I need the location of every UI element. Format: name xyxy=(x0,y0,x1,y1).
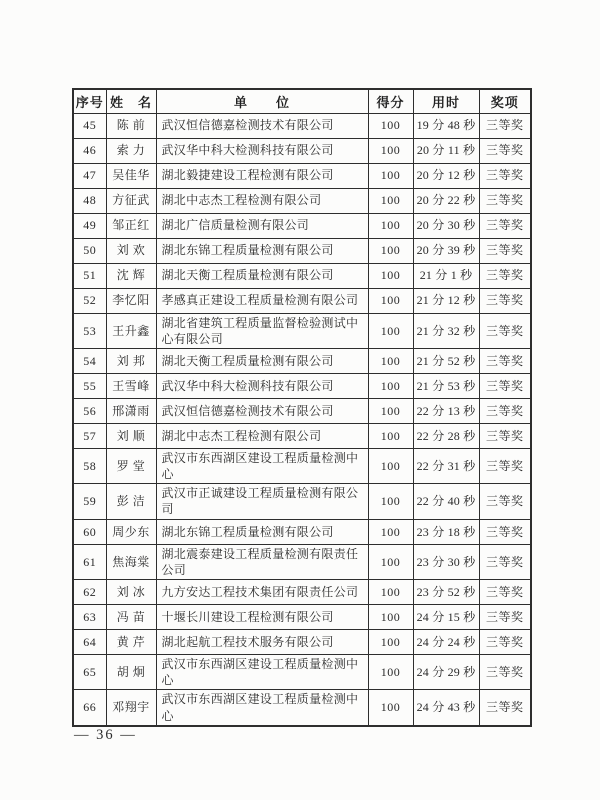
cell-award: 三等奖 xyxy=(479,630,531,655)
cell-seq: 54 xyxy=(73,348,106,373)
cell-time: 20 分 22 秒 xyxy=(413,188,479,213)
cell-name: 方征武 xyxy=(106,188,156,213)
cell-name: 刘 欢 xyxy=(106,238,156,263)
cell-time: 20 分 11 秒 xyxy=(413,138,479,163)
cell-score: 100 xyxy=(368,519,413,544)
cell-award: 三等奖 xyxy=(479,690,531,726)
cell-score: 100 xyxy=(368,263,413,288)
table-row xyxy=(73,238,531,263)
page-number: — 36 — xyxy=(74,727,137,743)
table-row xyxy=(73,544,531,579)
cell-award: 三等奖 xyxy=(479,519,531,544)
cell-time: 21 分 53 秒 xyxy=(413,373,479,398)
table-row xyxy=(73,423,531,448)
cell-time: 21 分 1 秒 xyxy=(413,263,479,288)
cell-org: 湖北东锦工程质量检测有限公司 xyxy=(156,519,368,544)
cell-name: 黄 芹 xyxy=(106,630,156,655)
cell-score: 100 xyxy=(368,484,413,519)
cell-award: 三等奖 xyxy=(479,373,531,398)
cell-seq: 51 xyxy=(73,263,106,288)
cell-org: 武汉市正诚建设工程质量检测有限公司 xyxy=(156,484,368,519)
cell-time: 21 分 32 秒 xyxy=(413,313,479,348)
cell-score: 100 xyxy=(368,398,413,423)
table-row xyxy=(73,113,531,138)
cell-name: 李忆阳 xyxy=(106,288,156,313)
cell-seq: 60 xyxy=(73,519,106,544)
table-row xyxy=(73,630,531,655)
cell-seq: 53 xyxy=(73,313,106,348)
cell-org: 武汉市东西湖区建设工程质量检测中心 xyxy=(156,690,368,726)
cell-time: 22 分 40 秒 xyxy=(413,484,479,519)
cell-org: 武汉华中科大检测科技有限公司 xyxy=(156,138,368,163)
cell-time: 21 分 12 秒 xyxy=(413,288,479,313)
cell-score: 100 xyxy=(368,113,413,138)
cell-time: 20 分 39 秒 xyxy=(413,238,479,263)
cell-name: 刘 顺 xyxy=(106,423,156,448)
cell-org: 湖北中志杰工程检测有限公司 xyxy=(156,188,368,213)
cell-time: 20 分 12 秒 xyxy=(413,163,479,188)
cell-seq: 45 xyxy=(73,113,106,138)
cell-award: 三等奖 xyxy=(479,484,531,519)
cell-score: 100 xyxy=(368,188,413,213)
cell-name: 焦海棠 xyxy=(106,544,156,579)
cell-seq: 65 xyxy=(73,655,106,690)
cell-name: 刘 冰 xyxy=(106,580,156,605)
cell-score: 100 xyxy=(368,348,413,373)
cell-score: 100 xyxy=(368,630,413,655)
table-row xyxy=(73,313,531,348)
cell-org: 十堰长川建设工程检测有限公司 xyxy=(156,605,368,630)
cell-time: 22 分 28 秒 xyxy=(413,423,479,448)
cell-award: 三等奖 xyxy=(479,605,531,630)
table-row xyxy=(73,448,531,483)
cell-seq: 57 xyxy=(73,423,106,448)
table-row xyxy=(73,263,531,288)
table-row xyxy=(73,213,531,238)
cell-award: 三等奖 xyxy=(479,655,531,690)
cell-award: 三等奖 xyxy=(479,580,531,605)
cell-org: 湖北广信质量检测有限公司 xyxy=(156,213,368,238)
cell-name: 胡 炯 xyxy=(106,655,156,690)
col-header-org: 单 位 xyxy=(156,89,368,113)
col-header-seq: 序号 xyxy=(73,89,106,113)
table-row xyxy=(73,138,531,163)
cell-score: 100 xyxy=(368,580,413,605)
table-row xyxy=(73,348,531,373)
col-header-score: 得分 xyxy=(368,89,413,113)
cell-award: 三等奖 xyxy=(479,288,531,313)
table-header-row xyxy=(73,89,531,113)
table-row xyxy=(73,605,531,630)
cell-org: 湖北中志杰工程检测有限公司 xyxy=(156,423,368,448)
table-row xyxy=(73,580,531,605)
cell-org: 湖北震泰建设工程质量检测有限责任公司 xyxy=(156,544,368,579)
cell-org: 武汉恒信德嘉检测技术有限公司 xyxy=(156,113,368,138)
cell-name: 吴佳华 xyxy=(106,163,156,188)
cell-time: 23 分 30 秒 xyxy=(413,544,479,579)
cell-time: 21 分 52 秒 xyxy=(413,348,479,373)
cell-org: 湖北天衡工程质量检测有限公司 xyxy=(156,263,368,288)
table-row xyxy=(73,398,531,423)
cell-seq: 61 xyxy=(73,544,106,579)
cell-award: 三等奖 xyxy=(479,188,531,213)
cell-name: 王雪峰 xyxy=(106,373,156,398)
cell-seq: 64 xyxy=(73,630,106,655)
cell-name: 王升鑫 xyxy=(106,313,156,348)
cell-org: 武汉市东西湖区建设工程质量检测中心 xyxy=(156,448,368,483)
cell-award: 三等奖 xyxy=(479,113,531,138)
cell-seq: 47 xyxy=(73,163,106,188)
cell-score: 100 xyxy=(368,690,413,726)
cell-name: 邹正红 xyxy=(106,213,156,238)
cell-award: 三等奖 xyxy=(479,448,531,483)
cell-award: 三等奖 xyxy=(479,138,531,163)
col-header-name: 姓 名 xyxy=(106,89,156,113)
cell-time: 19 分 48 秒 xyxy=(413,113,479,138)
cell-name: 刘 邦 xyxy=(106,348,156,373)
cell-award: 三等奖 xyxy=(479,398,531,423)
cell-seq: 55 xyxy=(73,373,106,398)
table-row xyxy=(73,373,531,398)
cell-seq: 59 xyxy=(73,484,106,519)
cell-time: 24 分 15 秒 xyxy=(413,605,479,630)
cell-award: 三等奖 xyxy=(479,348,531,373)
cell-org: 湖北天衡工程质量检测有限公司 xyxy=(156,348,368,373)
cell-award: 三等奖 xyxy=(479,163,531,188)
cell-org: 武汉恒信德嘉检测技术有限公司 xyxy=(156,398,368,423)
cell-score: 100 xyxy=(368,238,413,263)
cell-name: 邢潇雨 xyxy=(106,398,156,423)
cell-award: 三等奖 xyxy=(479,238,531,263)
cell-seq: 56 xyxy=(73,398,106,423)
cell-org: 湖北东锦工程质量检测有限公司 xyxy=(156,238,368,263)
cell-seq: 46 xyxy=(73,138,106,163)
cell-name: 陈 前 xyxy=(106,113,156,138)
cell-award: 三等奖 xyxy=(479,313,531,348)
cell-name: 周少东 xyxy=(106,519,156,544)
table-row xyxy=(73,519,531,544)
cell-score: 100 xyxy=(368,313,413,348)
cell-time: 22 分 31 秒 xyxy=(413,448,479,483)
cell-seq: 50 xyxy=(73,238,106,263)
cell-seq: 66 xyxy=(73,690,106,726)
cell-org: 湖北省建筑工程质量监督检验测试中心有限公司 xyxy=(156,313,368,348)
cell-time: 22 分 13 秒 xyxy=(413,398,479,423)
cell-score: 100 xyxy=(368,373,413,398)
cell-time: 24 分 24 秒 xyxy=(413,630,479,655)
cell-time: 23 分 18 秒 xyxy=(413,519,479,544)
table-row xyxy=(73,288,531,313)
table-row xyxy=(73,163,531,188)
table-row xyxy=(73,188,531,213)
cell-score: 100 xyxy=(368,288,413,313)
cell-seq: 52 xyxy=(73,288,106,313)
cell-score: 100 xyxy=(368,163,413,188)
table-row xyxy=(73,690,531,726)
cell-seq: 49 xyxy=(73,213,106,238)
cell-org: 孝感真正建设工程质量检测有限公司 xyxy=(156,288,368,313)
cell-seq: 63 xyxy=(73,605,106,630)
cell-name: 罗 堂 xyxy=(106,448,156,483)
cell-score: 100 xyxy=(368,655,413,690)
cell-org: 湖北起航工程技术服务有限公司 xyxy=(156,630,368,655)
cell-score: 100 xyxy=(368,423,413,448)
cell-time: 20 分 30 秒 xyxy=(413,213,479,238)
cell-name: 冯 苗 xyxy=(106,605,156,630)
cell-seq: 48 xyxy=(73,188,106,213)
cell-name: 索 力 xyxy=(106,138,156,163)
cell-score: 100 xyxy=(368,448,413,483)
cell-award: 三等奖 xyxy=(479,213,531,238)
cell-seq: 62 xyxy=(73,580,106,605)
cell-award: 三等奖 xyxy=(479,544,531,579)
cell-score: 100 xyxy=(368,544,413,579)
cell-name: 沈 辉 xyxy=(106,263,156,288)
cell-award: 三等奖 xyxy=(479,423,531,448)
cell-score: 100 xyxy=(368,138,413,163)
cell-org: 武汉华中科大检测科技有限公司 xyxy=(156,373,368,398)
col-header-time: 用时 xyxy=(413,89,479,113)
cell-score: 100 xyxy=(368,605,413,630)
table-row xyxy=(73,484,531,519)
award-results-table xyxy=(72,88,532,727)
cell-time: 24 分 29 秒 xyxy=(413,655,479,690)
cell-award: 三等奖 xyxy=(479,263,531,288)
cell-org: 湖北毅捷建设工程检测有限公司 xyxy=(156,163,368,188)
cell-time: 23 分 52 秒 xyxy=(413,580,479,605)
col-header-award: 奖项 xyxy=(479,89,531,113)
cell-time: 24 分 43 秒 xyxy=(413,690,479,726)
cell-name: 彭 洁 xyxy=(106,484,156,519)
table-row xyxy=(73,655,531,690)
cell-seq: 58 xyxy=(73,448,106,483)
cell-score: 100 xyxy=(368,213,413,238)
cell-name: 邓翔宇 xyxy=(106,690,156,726)
cell-org: 武汉市东西湖区建设工程质量检测中心 xyxy=(156,655,368,690)
cell-org: 九方安达工程技术集团有限责任公司 xyxy=(156,580,368,605)
table-body xyxy=(73,113,531,726)
